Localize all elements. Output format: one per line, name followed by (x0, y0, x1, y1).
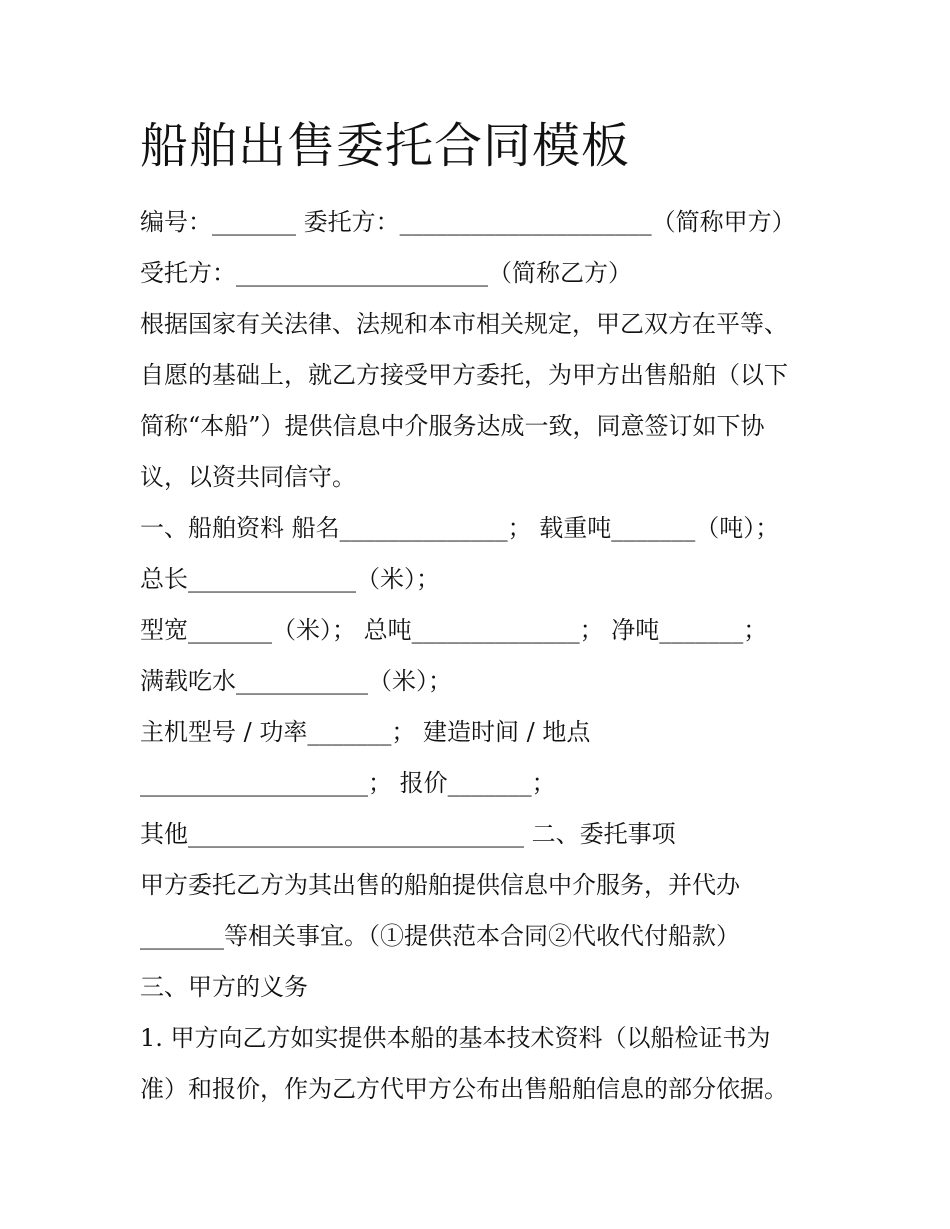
section-two-line-2: _______等相关事宜。（①提供范本合同②代收代付船款） (140, 922, 740, 950)
section-three-heading: 三、甲方的义务 (140, 973, 308, 1001)
preamble-line-3: 简称“本船”）提供信息中介服务达成一致，同意签订如下协 (140, 412, 765, 440)
engine-build-line: 主机型号 / 功率_______； 建造时间 / 地点 (140, 718, 591, 746)
ship-length-line: 总长______________（米）； (140, 565, 440, 593)
ship-info-heading-line: 一、船舶资料 船名______________； 载重吨_______（吨）； (140, 514, 780, 542)
ship-breadth-tonnage-line: 型宽_______（米）； 总吨______________； 净吨_______； (140, 616, 768, 644)
document-title: 船舶出售委托合同模板 (140, 118, 631, 174)
build-place-price-line: ___________________； 报价_______； (140, 769, 556, 797)
document-body (140, 197, 830, 1115)
ship-draft-line: 满载吃水___________（米）； (140, 667, 452, 695)
clause-1-line-1: 1. 甲方向乙方如实提供本船的基本技术资料（以船检证书为 (140, 1024, 771, 1052)
preamble-line-4: 议，以资共同信守。 (140, 463, 356, 491)
section-two-line-1: 甲方委托乙方为其出售的船舶提供信息中介服务，并代办 (140, 871, 740, 899)
preamble-line-1: 根据国家有关法律、法规和本市相关规定，甲乙双方在平等、 (140, 310, 788, 338)
preamble-line-2: 自愿的基础上，就乙方接受甲方委托，为甲方出售船舶（以下 (140, 361, 788, 389)
agent-line: 受托方：_____________________（简称乙方） (140, 259, 632, 287)
clause-1-line-2: 准）和报价，作为乙方代甲方公布出售船舶信息的部分依据。 (140, 1075, 788, 1103)
contract-number-and-principal-line: 编号：_______ 委托方：_____________________（简称甲方） (140, 208, 796, 236)
other-and-section-two-line: 其他____________________________ 二、委托事项 (140, 820, 676, 848)
